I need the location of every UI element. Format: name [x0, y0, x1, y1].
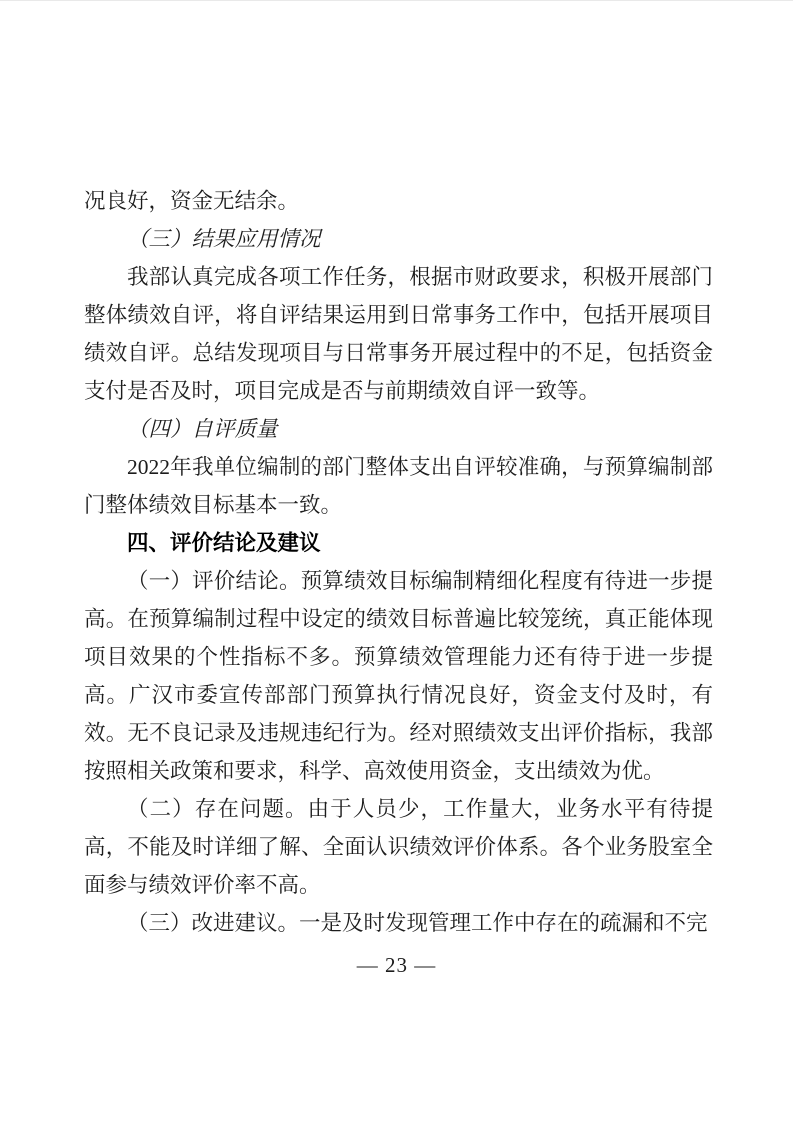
page-footer [0, 946, 793, 984]
page-number: — 23 — [356, 953, 437, 977]
section-heading: （四）自评质量 [127, 417, 278, 441]
paragraph: （一）评价结论。预算绩效目标编制精细化程度有待进一步提高。在预算编制过程中设定的绩效目标普遍比较笼统，真正能体现项目效果的个性指标不多。预算绩效管理能力还有待于进一步提高。广汉市委宣传部部门预算执行情况良好，资金支付及时，有效。无不良记录及违规违纪行为。经对照绩效支出评价指标，我部按照相关政策和要求，科学、高效使用资金，支出绩效为优。 [84, 569, 713, 783]
paragraph: （三）改进建议。一是及时发现管理工作中存在的疏漏和不完 [127, 911, 708, 935]
section-heading: （三）结果应用情况 [127, 227, 321, 251]
paragraph: 我部认真完成各项工作任务，根据市财政要求，积极开展部门整体绩效自评，将自评结果运用到日常事务工作中，包括开展项目绩效自评。总结发现项目与日常事务开展过程中的不足，包括资金支付是否及时，项目完成是否与前期绩效自评一致等。 [84, 265, 713, 403]
paragraph: （二）存在问题。由于人员少，工作量大，业务水平有待提高，不能及时详细了解、全面认识绩效评价体系。各个业务股室全面参与绩效评价率不高。 [84, 797, 713, 897]
paragraph: 2022年我单位编制的部门整体支出自评较准确，与预算编制部门整体绩效目标基本一致。 [84, 455, 713, 517]
document-body [84, 182, 713, 942]
page-top-edge [0, 0, 793, 1]
paragraph: 况良好，资金无结余。 [84, 189, 300, 213]
section-heading: 四、评价结论及建议 [127, 531, 321, 555]
